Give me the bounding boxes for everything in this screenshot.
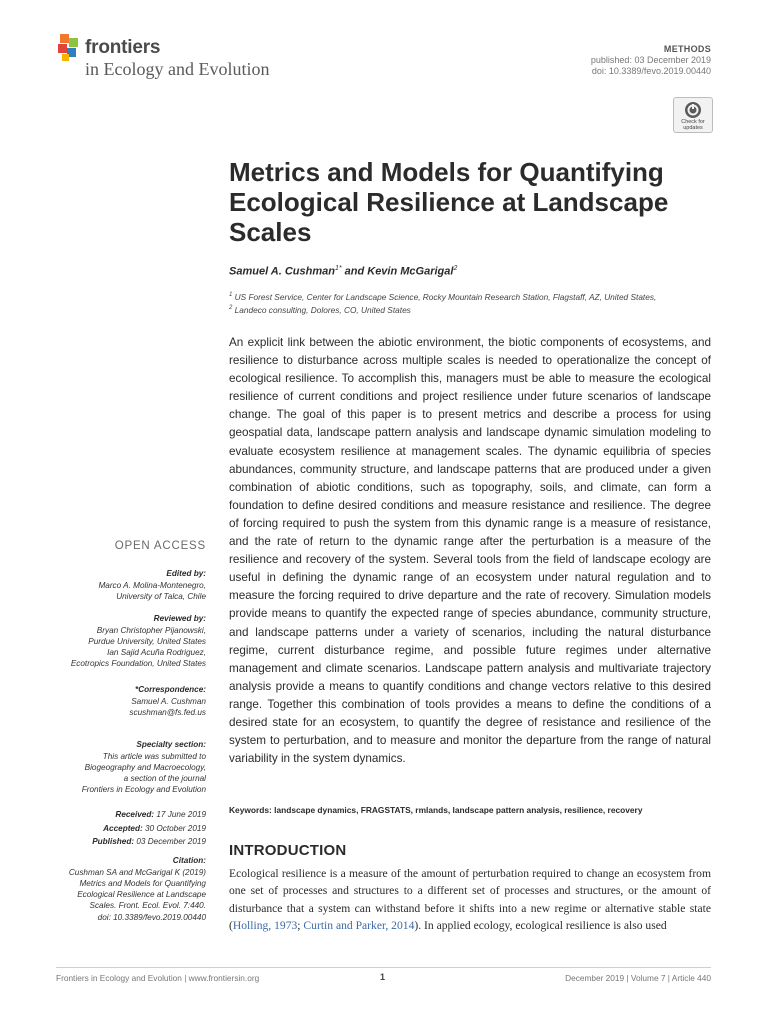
reviewer-2-affiliation: Ecotropics Foundation, United States [70,659,206,669]
received-label: Received: [115,810,155,819]
doi-link[interactable]: doi: 10.3389/fevo.2019.00440 [591,66,711,76]
published-date-sidebar [16,835,206,849]
article-meta [591,44,711,77]
citation-line-3: Ecological Resilience at Landscape [77,890,206,900]
check-label-2: updates [683,125,703,131]
sidebar-reviewed-by [16,613,206,670]
accepted-value: 30 October 2019 [142,823,206,833]
editor-name[interactable]: Marco A. Molina-Montenegro, [98,580,206,590]
citation-link-holling[interactable]: Holling, 1973 [232,919,298,933]
specialty-line-2: Biogeography and Macroecology, [84,762,206,772]
citation-line-1: Cushman SA and McGarigal K (2019) [68,867,206,877]
open-access-label: OPEN ACCESS [114,540,206,552]
specialty-line-1: This article was submitted to [102,751,206,761]
frontiers-logo-icon [56,32,82,64]
sidebar-citation [16,855,206,923]
intro-text-2: ). In applied ecology, ecological resilience is also used [414,919,667,933]
published-value: 03 December 2019 [134,837,206,846]
published-label: Published: [92,837,135,846]
author-2-mark: 2 [453,265,458,272]
published-date: published: 03 December 2019 [590,55,711,65]
author-1[interactable]: Samuel A. Cushman [229,265,335,278]
check-for-updates-button[interactable] [673,97,713,133]
check-updates-icon [684,101,702,119]
correspondence-name: Samuel A. Cushman [131,696,206,706]
author-1-mark: 1* [334,265,342,272]
author-list [229,265,457,278]
author-2[interactable]: Kevin McGarigal [367,265,454,278]
reviewer-1-affiliation: Purdue University, United States [88,636,206,646]
article-title: Metrics and Models for Quantifying Ecological Resilience at Landscape Scales [229,157,669,247]
citation-link-curtin[interactable]: Curtin and Parker, 2014 [303,919,415,933]
intro-text-1: Ecological resilience is a measure of the amount of perturbation required to change an ecosystem from one set of processes and structures to a different set of processes and structures, or the amount of disturbance that a system can withstand before it shifts into a new regime or alternative stable state ( [229,867,711,933]
correspondence-email[interactable]: scushman@fs.fed.us [129,707,206,717]
affiliation-2-text: Landeco consulting, Dolores, CO, United States [234,305,411,315]
footer-journal-link[interactable]: Frontiers in Ecology and Evolution | www.frontiersin.org [56,973,260,983]
affiliation-1 [229,292,656,302]
reviewer-1-name[interactable]: Bryan Christopher Pijanowski, [96,625,206,635]
page-number: 1 [380,972,386,982]
affiliation-1-text: US Forest Service, Center for Landscape Science, Rocky Mountain Research Station, Flagstaff, AZ, United States, [234,292,657,302]
affiliation-2 [229,305,411,315]
received-date [16,808,206,822]
brand-name: frontiers [85,37,161,58]
section-title-introduction: INTRODUCTION [229,842,347,859]
journal-name: in Ecology and Evolution [85,59,270,79]
keywords: Keywords: landscape dynamics, FRAGSTATS, rmlands, landscape pattern analysis, resilience, recovery [229,805,643,815]
received-value: 17 June 2019 [154,810,206,819]
sidebar-specialty-section [16,739,206,796]
journal-logo[interactable] [56,30,296,86]
author-separator: and [341,265,368,278]
specialty-line-3: a section of the journal [123,774,206,784]
correspondence-label: *Correspondence: [135,685,206,694]
check-label-1: Check for [681,119,705,125]
edited-by-label: Edited by: [166,569,206,578]
footer-divider [56,967,711,968]
affiliation-2-mark: 2 [229,305,233,312]
specialty-label: Specialty section: [136,740,206,749]
sidebar-dates [16,808,206,849]
accepted-label: Accepted: [103,823,143,833]
citation-line-2: Metrics and Models for Quantifying [79,878,206,888]
sidebar-correspondence [16,684,206,718]
affiliation-1-mark: 1 [229,292,233,299]
accepted-date [16,822,206,836]
sidebar-edited-by [16,568,206,602]
footer-issue-info: December 2019 | Volume 7 | Article 440 [565,973,711,983]
citation-separator: ; [297,919,304,933]
introduction-paragraph [229,865,711,935]
abstract: An explicit link between the abiotic environment, the biotic components of ecosystems, and resilience to disturbance across multiple scales is needed to operationalize the concept of ecological resilience. To accomplish this, managers must be able to measure the ecological resilience of current conditions and project resilience under future scenarios of landscape change. The goal of this paper is to present metrics and describe a process for using geospatial data, landscape pattern analysis and landscape dynamic simulation modeling to evaluate ecosystem resilience at management scales. The dynamic equilibria of species abundances, community structure, and landscape patterns that are produced under a given combination of abiotic conditions, such as topography, soils, and climate, can form a foundation to define desired conditions and measure resistance and resilience. The degree of forcing required to push the system from this dynamic range is a measure of resistance, and the rate of return to the dynamic range after the perturbation is a measure of the resilience and recovery of the system. Several tools from the field of landscape ecology are useful in defining the dynamic range of an ecosystem under natural regulation and to measure the forcing required to drive departure and the rate of recovery. Simulation models provide means to quantify the expected range of species abundance, community structure, and landscape patterns under a variety of scenarios, including the natural disturbance regime, current disturbance regime, and possible future regimes under alternative management and climate scenarios. Landscape pattern analysis and multivariate trajectory analysis provide a means to quantify conditions and change vectors relative to this desired range. Together this combination of tools provides a means to define the conditions of a desired state for an ecosystem, to quantify the degree of resistance and resilience of the system to perturbation, and to measure and monitor the departure from the range of natural variability in the system dynamics. [229,336,711,766]
citation-doi[interactable]: doi: 10.3389/fevo.2019.00440 [97,912,206,922]
citation-label: Citation: [172,856,206,865]
article-type: METHODS [663,44,711,54]
reviewer-2-name[interactable]: Ian Sajid Acuña Rodriguez, [107,648,206,658]
reviewed-by-label: Reviewed by: [153,614,206,623]
citation-line-4: Scales. Front. Ecol. Evol. 7:440. [89,901,206,911]
specialty-line-4: Frontiers in Ecology and Evolution [81,785,206,795]
editor-affiliation: University of Talca, Chile [116,591,206,601]
